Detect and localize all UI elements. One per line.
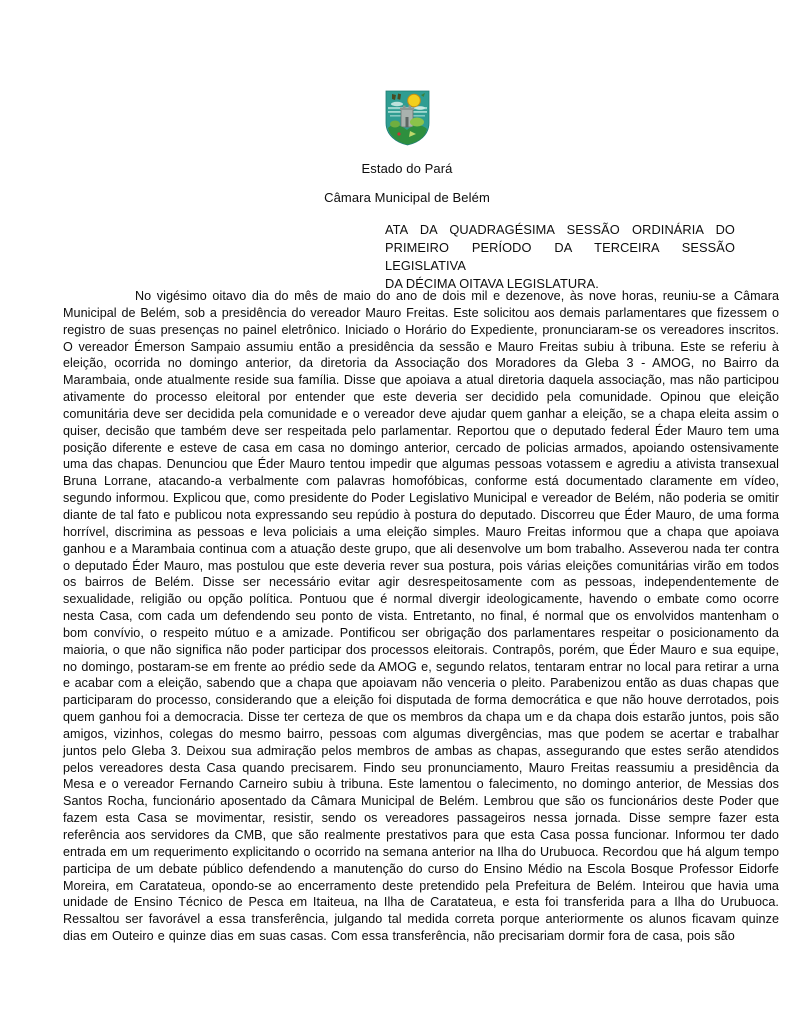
state-name: Estado do Pará bbox=[361, 161, 453, 176]
session-title-line: PRIMEIRO PERÍODO DA TERCEIRA SESSÃO LEGISLATIVA bbox=[385, 240, 735, 273]
belem-coat-of-arms-icon bbox=[384, 90, 431, 146]
organization-name: Câmara Municipal de Belém bbox=[324, 190, 490, 205]
minutes-body-paragraph: No vigésimo oitavo dia do mês de maio do ano de dois mil e dezenove, às nove horas, reuniu-se a Câmara Municipal de Belém, sob a presidência do vereador Mauro Freitas. Este solicitou aos demais parlamentares que fizessem o registro de suas presenças no painel eletrônico. Iniciado o Horário do Expediente, pronunciaram-se os vereadores inscritos. O vereador Émerson Sampaio assumiu então a presidência da sessão e Mauro Freitas subiu à tribuna. Este se referiu à eleição, ocorrida no domingo anterior, da diretoria da Associação dos Moradores da Gleba 3 - AMOG, no Bairro da Marambaia, onde atualmente reside sua família. Disse que apoiava a atual diretoria daquela associação, mas não participou ativamente do processo eleitoral por entender que este deveria ser decidido pela comunidade. Opinou que eleição comunitária deve ser decidida pela comunidade e o vereador deve ajudar quem ganhar a eleição, se a chapa eleita assim o quiser, decisão que também deve ser respeitada pelo parlamentar. Reportou que o deputado federal Éder Mauro tem uma posição diferente e esteve de casa em casa no domingo anterior, cercado de policias armados, apoiando ostensivamente uma das chapas. Denunciou que Éder Mauro tentou impedir que algumas pessoas votassem e agrediu a ativista transexual Bruna Lorrane, atacando-a verbalmente com palavras homofóbicas, conforme está documentado claramente em vídeo, segundo informou. Explicou que, como presidente do Poder Legislativo Municipal e vereador de Belém, não poderia se omitir diante de tal fato e publicou nota expressando seu repúdio à postura do deputado. Discorreu que Éder Mauro, de uma forma horrível, discrimina as pessoas e leva policiais a uma eleição simples. Mauro Freitas informou que a chapa que apoiava ganhou e a Marambaia continua com a atuação deste grupo, que ali desenvolve um bom trabalho. Asseverou nada ter contra o deputado Éder Mauro, mas postulou que este deveria rever sua postura, pois várias eleições comunitárias virão em todos os bairros de Belém. Disse ser necessário evitar agir desrespeitosamente com as pessoas, independentemente de sexualidade, religião ou opção política. Pontuou que é normal divergir ideologicamente, havendo o embate como ocorre nesta Casa, com cada um defendendo seu ponto de vista. Entretanto, no final, é normal que os envolvidos mantenham o bom convívio, o respeito mútuo e a amizade. Pontificou ser obrigação dos parlamentares respeitar o posicionamento da maioria, o que não significa não poder participar dos processos eleitorais. Contrapôs, porém, que Éder Mauro e sua equipe, no domingo, postaram-se em frente ao prédio sede da AMOG e, segundo relatos, tentaram entrar no local para retirar a urna e acabar com a eleição, sabendo que a chapa que apoiavam não venceria o pleito. Parabenizou então as duas chapas que participaram do processo, considerando que a eleição foi disputada de forma democrática e que não houve derrotados, pois quem ganhou foi a democracia. Disse ter certeza de que os membros da chapa um e da chapa dois estarão juntos, pois são amigos, vizinhos, colegas do mesmo bairro, pessoas com algumas divergências, mas que podem se acertar e trabalhar juntos pelo Gleba 3. Deixou sua admiração pelos membros de ambas as chapas, assegurando que estes serão atendidos pelos vereadores desta Casa quando precisarem. Findo seu pronunciamento, Mauro Freitas reassumiu a presidência da Mesa e o vereador Fernando Carneiro subiu à tribuna. Este lamentou o falecimento, no domingo anterior, de Messias dos Santos Rocha, funcionário aposentado da Câmara Municipal de Belém. Lembrou que são os funcionários deste Poder que fazem esta Casa se movimentar, resistir, sendo os vereadores passageiros nessa jornada. Disse sempre fazer esta referência aos servidores da CMB, que são realmente prestativos para que esta Casa possa funcionar. Informou ter dado entrada em um requerimento explicitando o ocorrido na semana anterior na Ilha do Urubuoca. Recordou que há algum tempo participa de um debate público defendendo a manutenção do curso do Ensino Médio na Escola Bosque Professor Eidorfe Moreira, em Caratateua, opondo-se ao encerramento deste pretendido pela Prefeitura de Belém. Inteirou que havia uma unidade de Ensino Técnico de Pesca em Itaiteua, na Ilha de Caratateua, e esta foi transferida para a Ilha do Urubuoca. Ressaltou ser favorável a essa transferência, julgando tal medida correta porque anteriormente os alunos ficavam quinze dias em Outeiro e quinze dias em suas casas. Com essa transferência, não precisariam dormir fora de casa, pois são bbox=[63, 289, 779, 944]
session-title bbox=[385, 221, 735, 293]
session-title-line: ATA DA QUADRAGÉSIMA SESSÃO ORDINÁRIA DO bbox=[385, 222, 735, 237]
session-title-line: DA DÉCIMA OITAVA LEGISLATURA. bbox=[385, 276, 599, 291]
crest-container bbox=[35, 90, 779, 146]
